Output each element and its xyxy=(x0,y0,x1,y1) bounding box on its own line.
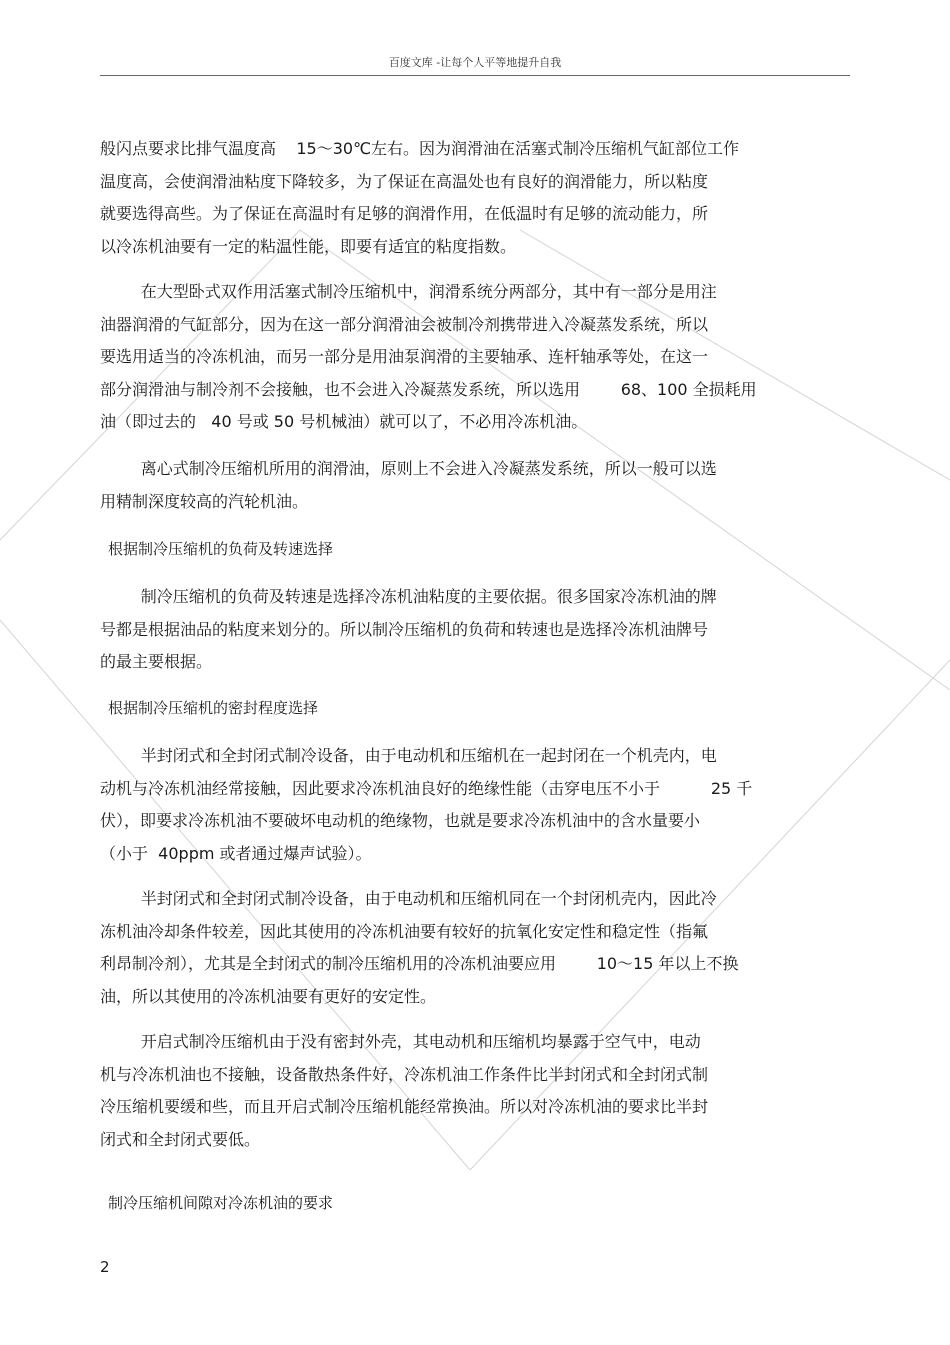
text-line: 油，所以其使用的冷冻机油要有更好的安定性。 xyxy=(100,986,437,1006)
text-line: 以冷冻机油要有一定的粘温性能，即要有适宜的粘度指数。 xyxy=(100,236,517,256)
text-line: 机与冷冻机油也不接触，设备散热条件好，冷冻机油工作条件比半封闭式和全封闭式制 xyxy=(100,1064,709,1084)
text-line: 号都是根据油品的粘度来划分的。所以制冷压缩机的负荷和转速也是选择冷冻机油牌号 xyxy=(100,619,709,639)
text-line: 用精制深度较高的汽轮机油。 xyxy=(100,491,309,511)
text-line: 温度高，会使润滑油粘度下降较多，为了保证在高温处也有良好的润滑能力，所以粘度 xyxy=(100,171,709,191)
text-line: 就要选得高些。为了保证在高温时有足够的润滑作用，在低温时有足够的流动能力，所 xyxy=(100,204,709,223)
text-line: 半封闭式和全封闭式制冷设备，由于电动机和压缩机在一起封闭在一个机壳内，电 xyxy=(100,746,717,765)
page-header: 百度文库 -让每个人平等地提升自我 xyxy=(388,56,562,69)
paragraph-load-speed xyxy=(100,581,840,679)
paragraph-centrifugal-compressor xyxy=(100,453,840,518)
text-line: 冻机油冷却条件较差，因此其使用的冷冻机油要有较好的抗氧化安定性和稳定性（指氟 xyxy=(100,921,709,941)
paragraph-oxidation-stability xyxy=(100,883,840,1013)
page-number: 2 xyxy=(100,1258,110,1276)
paragraph-horizontal-compressor xyxy=(100,276,840,439)
text-line: 般闪点要求比排气温度高 15～30℃左右。因为润滑油在活塞式制冷压缩机气缸部位工作 xyxy=(100,139,740,158)
paragraph-insulation xyxy=(100,740,840,870)
section-heading-sealing: 根据制冷压缩机的密封程度选择 xyxy=(108,699,319,717)
text-line: 油（即过去的 40 号或 50 号机械油）就可以了，不必用冷冻机油。 xyxy=(100,412,588,431)
text-line: 利昂制冷剂），尤其是全封闭式的制冷压缩机用的冷冻机油要应用 10～15 年以上不换 xyxy=(100,954,739,973)
text-line: 闭式和全封闭式要低。 xyxy=(100,1129,261,1149)
section-heading-clearance: 制冷压缩机间隙对冷冻机油的要求 xyxy=(108,1194,334,1212)
text-line: 油器润滑的气缸部分，因为在这一部分润滑油会被制冷剂携带进入冷凝蒸发系统，所以 xyxy=(100,314,709,334)
text-line: 要选用适当的冷冻机油，而另一部分是用油泵润滑的主要轴承、连杆轴承等处，在这一 xyxy=(100,347,709,366)
text-line: 制冷压缩机的负荷及转速是选择冷冻机油粘度的主要依据。很多国家冷冻机油的牌 xyxy=(100,587,717,606)
paragraph-open-type xyxy=(100,1026,840,1156)
section-heading-load-speed: 根据制冷压缩机的负荷及转速选择 xyxy=(108,540,334,558)
text-line: 部分润滑油与制冷剂不会接触，也不会进入冷凝蒸发系统，所以选用 68、100 全损耗用 xyxy=(100,379,757,399)
text-line: 开启式制冷压缩机由于没有密封外壳，其电动机和压缩机均暴露于空气中，电动 xyxy=(100,1032,701,1051)
text-line: 半封闭式和全封闭式制冷设备，由于电动机和压缩机同在一个封闭机壳内，因此冷 xyxy=(100,889,717,908)
text-line: 动机与冷冻机油经常接触，因此要求冷冻机油良好的绝缘性能（击穿电压不小于 25 千 xyxy=(100,778,753,798)
text-line: （小于 40ppm 或者通过爆声试验）。 xyxy=(100,843,372,863)
paragraph-flash-point xyxy=(100,133,840,263)
text-line: 伏），即要求冷冻机油不要破坏电动机的绝缘物，也就是要求冷冻机油中的含水量要小 xyxy=(100,811,701,830)
text-line: 在大型卧式双作用活塞式制冷压缩机中，润滑系统分两部分，其中有一部分是用注 xyxy=(100,282,717,301)
header-divider xyxy=(100,75,850,76)
text-line: 离心式制冷压缩机所用的润滑油，原则上不会进入冷凝蒸发系统，所以一般可以选 xyxy=(100,459,717,478)
text-line: 冷压缩机要缓和些，而且开启式制冷压缩机能经常换油。所以对冷冻机油的要求比半封 xyxy=(100,1097,709,1116)
text-line: 的最主要根据。 xyxy=(100,652,213,671)
